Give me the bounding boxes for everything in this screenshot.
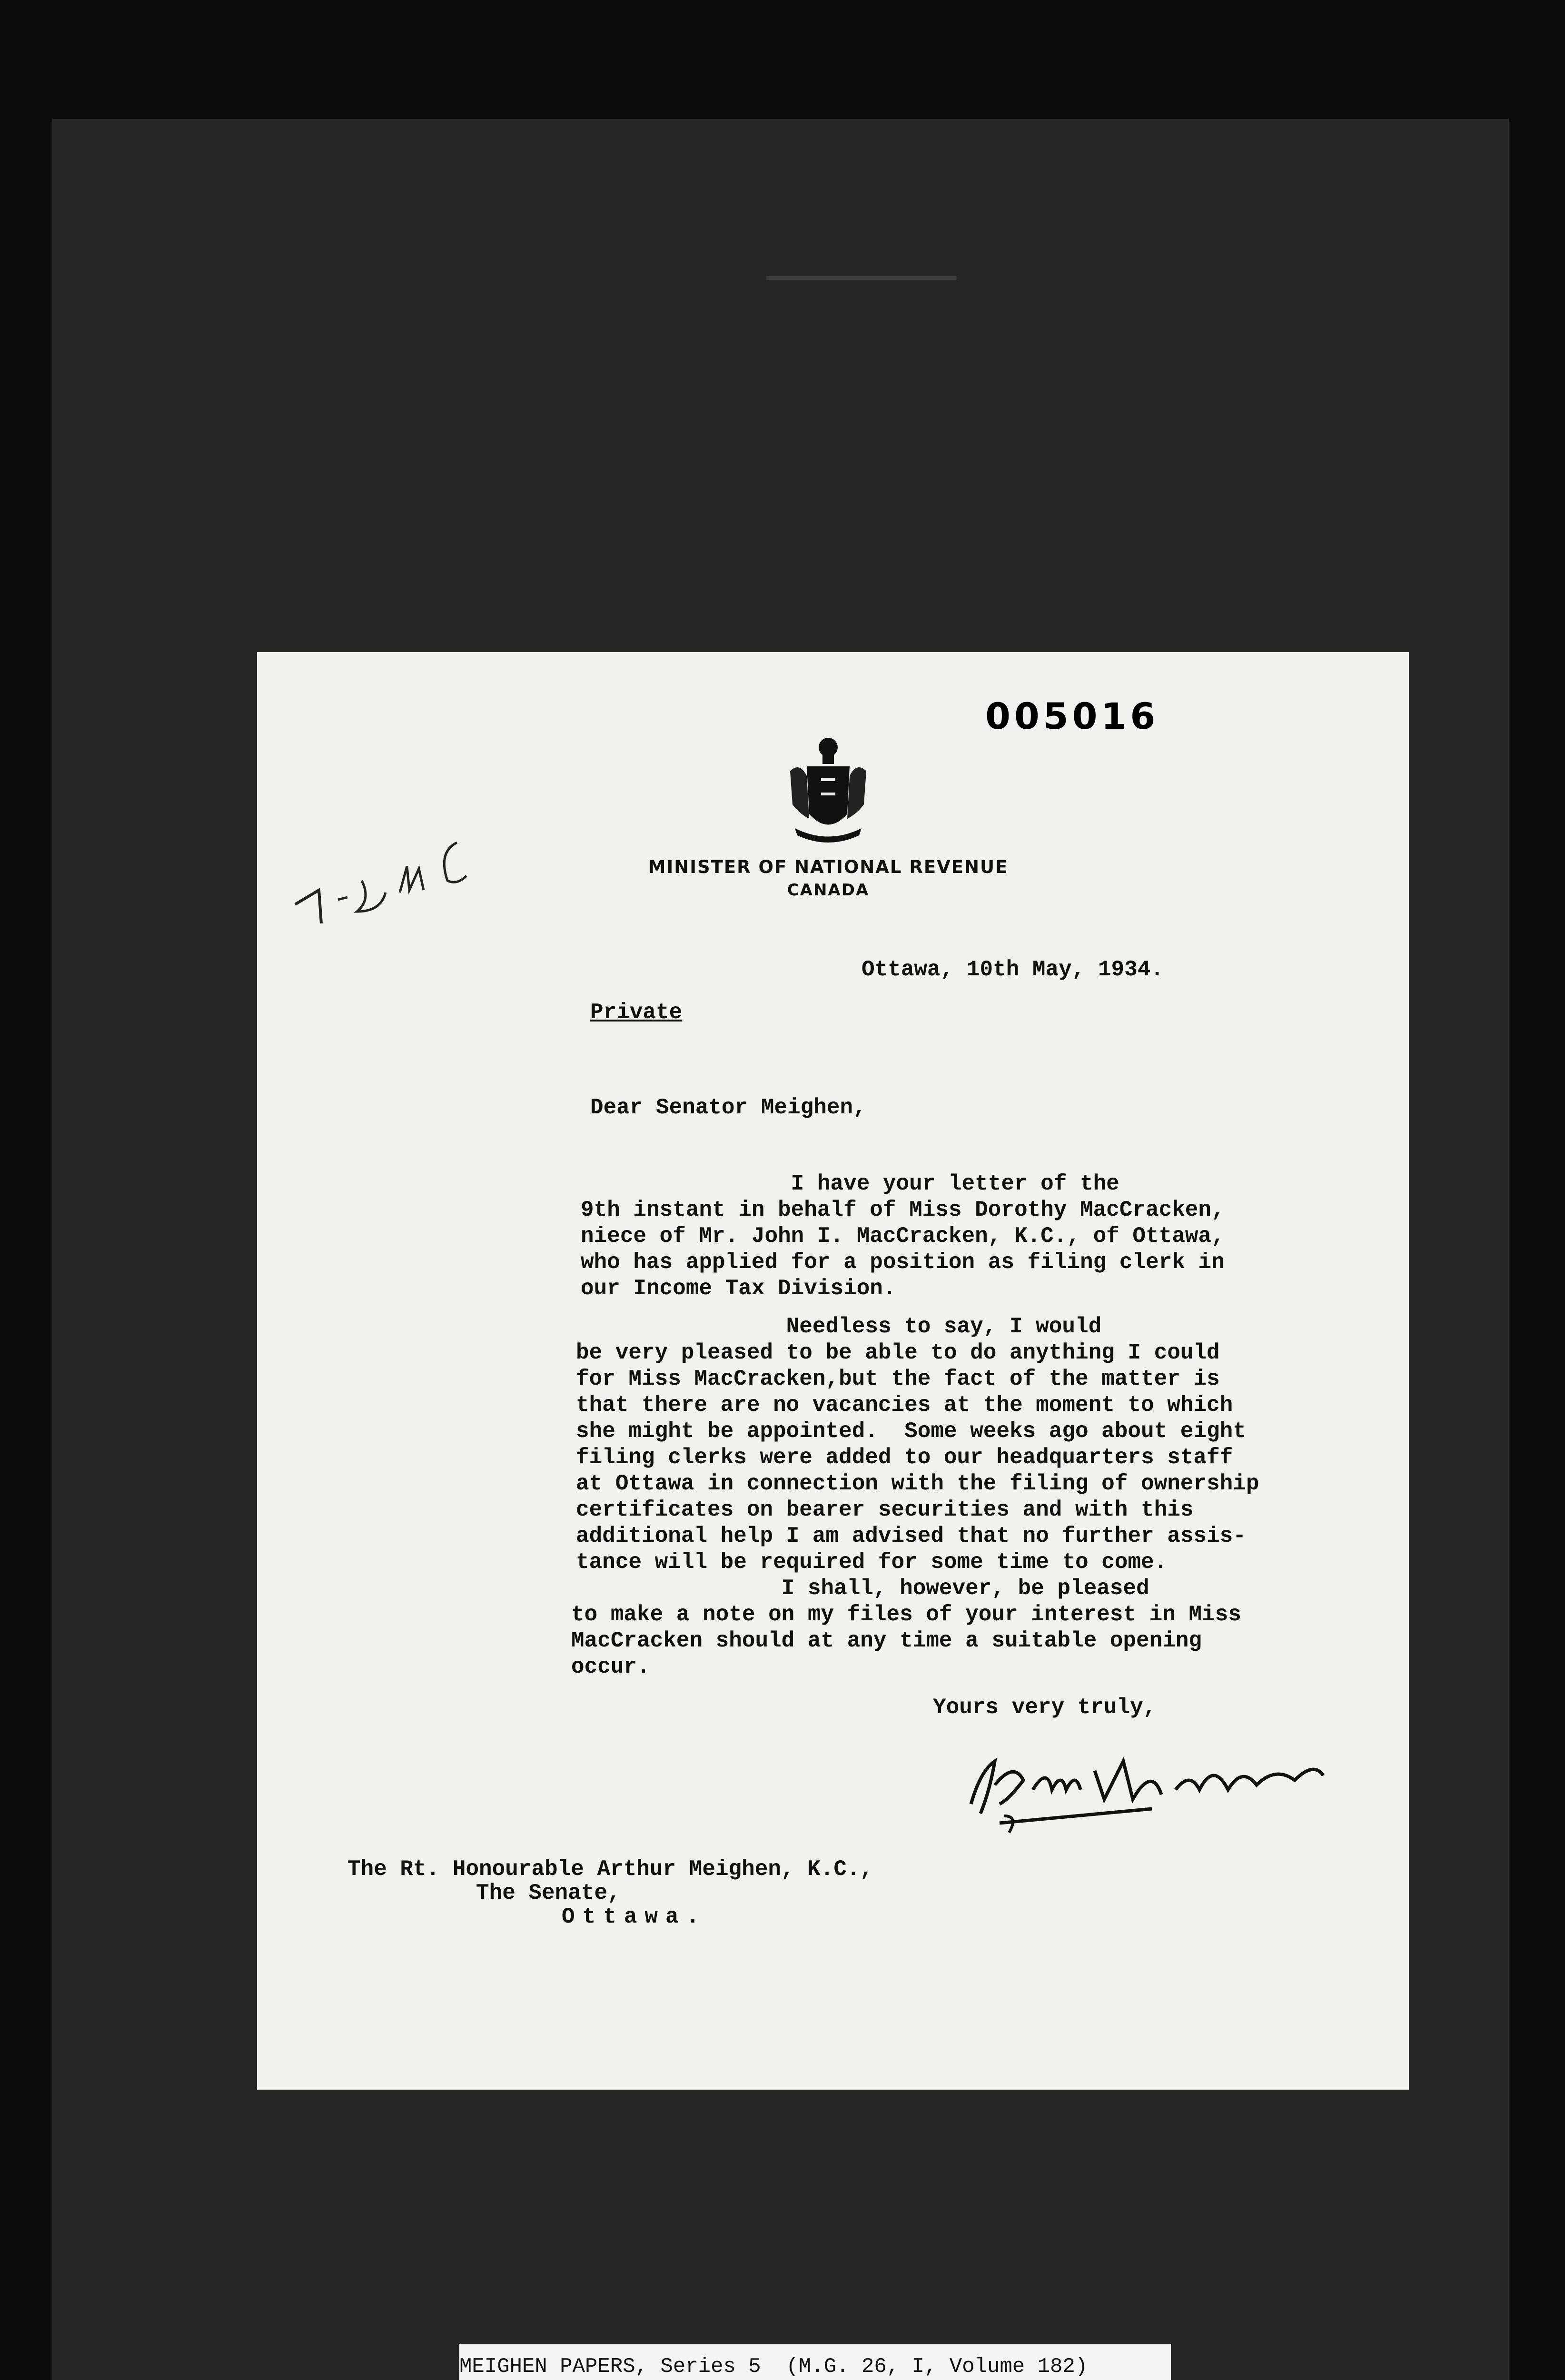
letterhead-subtitle: CANADA xyxy=(787,881,870,900)
coat-of-arms-icon xyxy=(781,733,876,847)
letter-paragraph: Needless to say, I would be very pleased to be able to do anything I could for Miss MacCracken,but the fact of the matter is that there are no vacancies at the moment to which she might be appointed. Some weeks ago about eight filing clerks were added to our headquarters staff at Ottawa in connection with the filing of ownership certificates on bearer securities and with this additional help I am advised that no further assis- tance will be required for some time to come. xyxy=(576,1314,1259,1575)
salutation: Dear Senator Meighen, xyxy=(590,1095,866,1120)
addressee-name: The Rt. Honourable Arthur Meighen, K.C., xyxy=(347,1857,873,1882)
addressee-line: The Senate, xyxy=(476,1881,621,1905)
letter-closing: Yours very truly, xyxy=(933,1695,1157,1720)
document-stamp-number: 005016 xyxy=(985,695,1159,737)
letter-paragraph: I shall, however, be pleased to make a note on my files of your interest in Miss MacCracken should at any time a suitable opening occur. xyxy=(571,1576,1241,1679)
private-label: Private xyxy=(590,1000,683,1025)
handwritten-signature xyxy=(952,1733,1342,1837)
letter-page xyxy=(257,652,1409,2090)
series-tag: MEIGHEN PAPERS, Series 5 (M.G. 26, I, Volume 182) xyxy=(459,2344,1171,2380)
handwritten-margin-note xyxy=(286,809,533,942)
letter-date: Ottawa, 10th May, 1934. xyxy=(862,957,1164,982)
addressee-city: Ottawa. xyxy=(562,1904,707,1929)
mount-edge-strip xyxy=(766,276,957,280)
letter-paragraph: I have your letter of the 9th instant in behalf of Miss Dorothy MacCracken, niece of Mr. John I. MacCracken, K.C., of Ottawa, who has applied for a position as filing clerk in our Income Tax Division. xyxy=(581,1171,1225,1301)
letterhead-title: MINISTER OF NATIONAL REVENUE xyxy=(648,857,1009,877)
